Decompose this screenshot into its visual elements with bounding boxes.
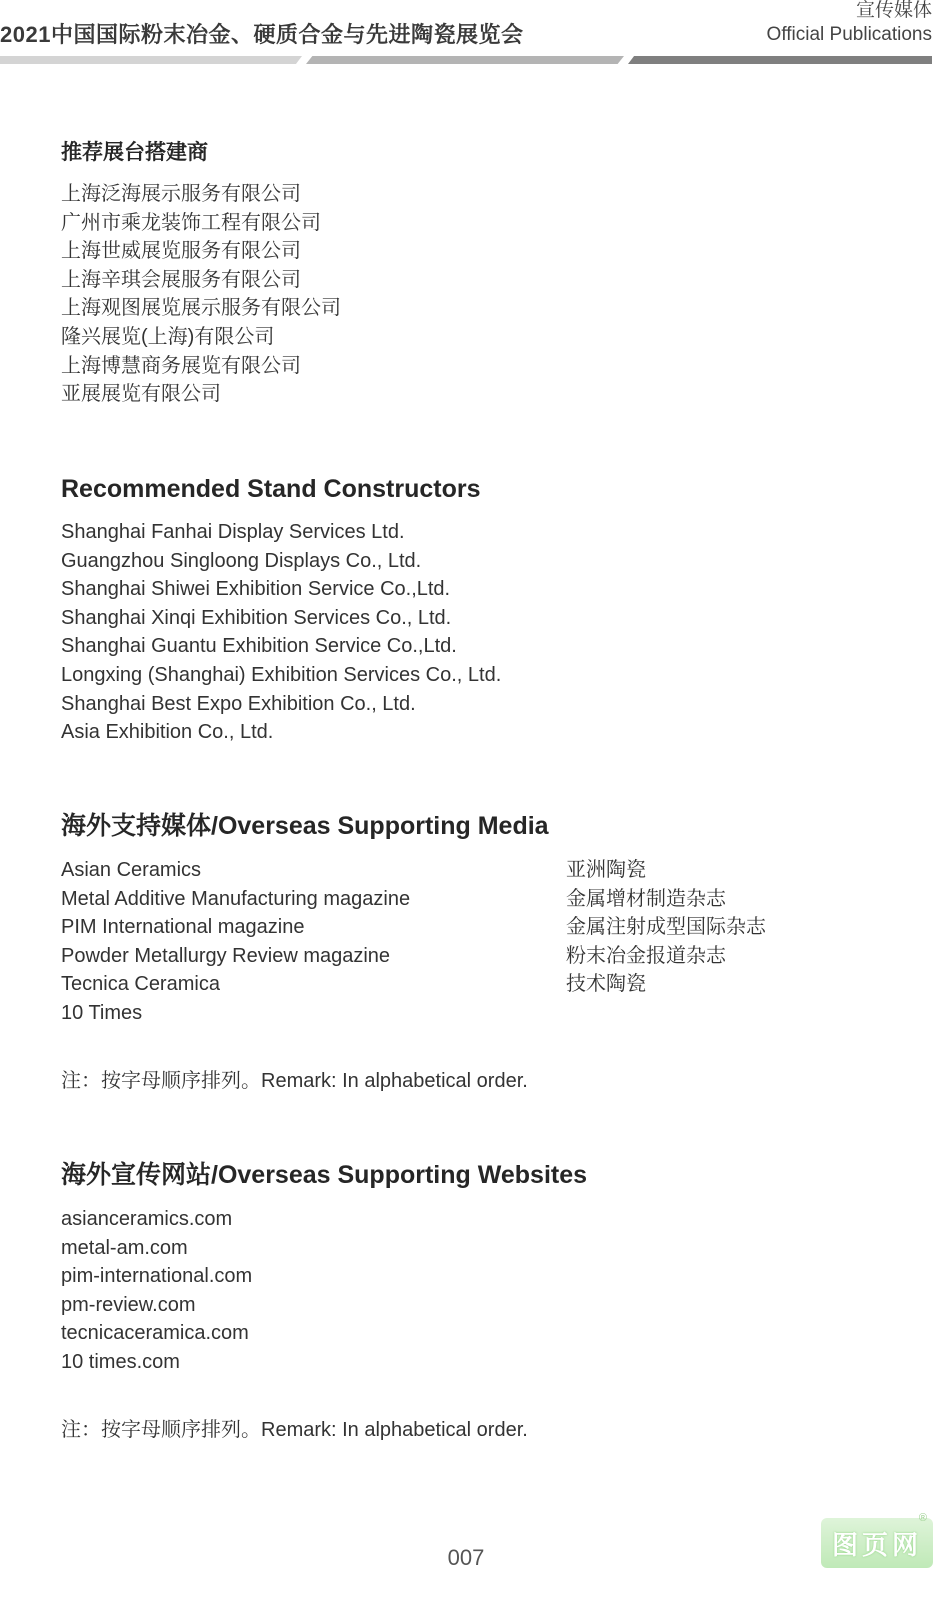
media-list-en xyxy=(61,856,566,1028)
header-divider-segment xyxy=(0,56,302,64)
list-item: Guangzhou Singloong Displays Co., Ltd. xyxy=(61,549,422,572)
list-item: 上海辛琪会展服务有限公司 xyxy=(61,268,301,291)
watermark-text: 图页网 xyxy=(831,1529,922,1560)
exhibition-title: 2021中国国际粉末冶金、硬质合金与先进陶瓷展览会 xyxy=(0,22,524,47)
header-divider-segment xyxy=(628,56,932,64)
header-category xyxy=(767,0,932,48)
section-heading: Recommended Stand Constructors xyxy=(61,475,481,503)
website-link[interactable]: asianceramics.com xyxy=(61,1208,233,1230)
list-item: Shanghai Shiwei Exhibition Service Co.,Ltd. xyxy=(61,578,451,601)
list-item: 上海博慧商务展览有限公司 xyxy=(61,354,301,377)
websites-list xyxy=(61,1205,587,1377)
constructors-cn-section xyxy=(61,136,341,409)
websites-section xyxy=(61,1155,587,1377)
list-item: 金属注射成型国际杂志 xyxy=(566,916,766,939)
websites-remark: 注：按字母顺序排列。Remark: In alphabetical order. xyxy=(61,1419,528,1441)
list-item: 隆兴展览(上海)有限公司 xyxy=(61,325,275,348)
list-item: Asian Ceramics xyxy=(61,859,202,881)
header-divider-segment xyxy=(306,56,624,64)
list-item: Shanghai Xinqi Exhibition Services Co., Ltd. xyxy=(61,606,452,629)
list-item: Shanghai Best Expo Exhibition Co., Ltd. xyxy=(61,692,416,715)
website-link[interactable]: pim-international.com xyxy=(61,1265,253,1288)
media-remark: 注：按字母顺序排列。Remark: In alphabetical order. xyxy=(61,1070,528,1092)
media-table xyxy=(61,856,766,1028)
section-heading: 海外支持媒体/Overseas Supporting Media xyxy=(61,812,549,840)
section-heading: 推荐展台搭建商 xyxy=(61,141,208,164)
constructors-en-section xyxy=(61,475,501,747)
website-link[interactable]: pm-review.com xyxy=(61,1293,196,1316)
website-link[interactable]: 10 times.com xyxy=(61,1350,180,1373)
constructors-en-list xyxy=(61,518,501,747)
list-item: 10 Times xyxy=(61,1001,143,1024)
list-item: Longxing (Shanghai) Exhibition Services Co., Ltd. xyxy=(61,663,502,686)
list-item: 亚洲陶瓷 xyxy=(566,859,646,881)
list-item: Powder Metallurgy Review magazine xyxy=(61,944,391,967)
category-cn: 宣传媒体 xyxy=(855,0,932,21)
list-item: 上海观图展览展示服务有限公司 xyxy=(61,297,341,320)
list-item: 广州市乘龙装饰工程有限公司 xyxy=(61,211,321,234)
list-item: Tecnica Ceramica xyxy=(61,973,220,996)
list-item: 上海世威展览服务有限公司 xyxy=(61,240,301,263)
list-item: 上海泛海展示服务有限公司 xyxy=(61,183,301,205)
watermark-logo xyxy=(821,1512,933,1568)
list-item: Shanghai Fanhai Display Services Ltd. xyxy=(61,521,405,543)
website-link[interactable]: metal-am.com xyxy=(61,1236,188,1259)
website-link[interactable]: tecnicaceramica.com xyxy=(61,1322,249,1345)
media-section xyxy=(61,806,766,1028)
media-list-cn xyxy=(566,856,766,1028)
constructors-cn-list xyxy=(61,180,341,409)
list-item: 技术陶瓷 xyxy=(566,973,646,996)
registered-mark: ® xyxy=(918,1512,927,1524)
list-item: Asia Exhibition Co., Ltd. xyxy=(61,721,274,744)
section-heading: 海外宣传网站/Overseas Supporting Websites xyxy=(61,1161,588,1189)
list-item: 金属增材制造杂志 xyxy=(566,887,726,910)
list-item: PIM International magazine xyxy=(61,916,305,939)
list-item: Metal Additive Manufacturing magazine xyxy=(61,887,411,910)
page-number: 007 xyxy=(447,1545,485,1570)
list-item: 粉末冶金报道杂志 xyxy=(566,944,726,967)
list-item: Shanghai Guantu Exhibition Service Co.,Ltd. xyxy=(61,635,457,658)
category-en: Official Publications xyxy=(766,24,932,45)
list-item: 亚展展览有限公司 xyxy=(61,383,221,406)
